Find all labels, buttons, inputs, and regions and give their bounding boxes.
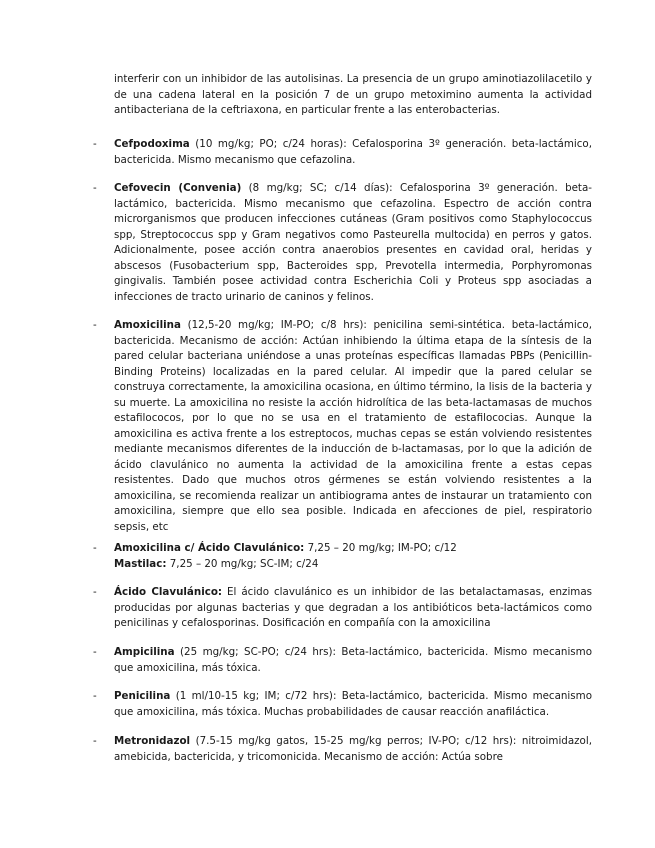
drug-item-ampicilina (93, 645, 592, 676)
drug-item-cefovecin (93, 181, 592, 305)
drug-paragraph-mastilac (114, 557, 592, 573)
drug-paragraph (114, 181, 592, 305)
drug-description: (12,5-20 mg/kg; IM-PO; c/8 hrs): penicilina semi-sintética. beta-lactámico, bactericida. Mecanismo de acción: Actúan inhibiendo la última etapa de la síntesis de la pared celular bacteriana uniéndose a unas proteínas específicas llamadas PBPs (Penicillin-Binding Proteins) localizadas en la pared celular. Al impedir que la pared celular se construya correctamente, la amoxicilina ocasiona, en último término, la lisis de la bacteria y su muerte. La amoxicilina no resiste la acción hidrolítica de las beta-lactamasas de muchos estafilococos, por lo que no se usa en el tratamiento de estafilococias. Aunque la amoxicilina es activa frente a los estreptocos, muchas cepas se están volviendo resistentes mediante mecanismos diferentes de la inducción de b-lactamasas, por lo que la adición de ácido clavulánico no aumenta la actividad de la amoxicilina frente a estas cepas resistentes. Dado que muchos otros gérmenes se están volviendo resistentes a la amoxicilina, se recomienda realizar un antibiograma antes de instaurar un tratamiento con amoxicilina, siempre que ello sea posible. Indicada en afecciones de piel, respiratorio sepsis, etc (114, 319, 592, 533)
drug-item-penicilina (93, 689, 592, 720)
drug-name: Mastilac: (114, 557, 167, 570)
bullet: - (93, 138, 97, 150)
bullet: - (93, 182, 97, 194)
drug-paragraph (114, 689, 592, 720)
drug-description: (10 mg/kg; PO; c/24 horas): Cefalosporina 3º generación. beta-lactámico, bactericida. Mismo mecanismo que cefazolina. (114, 138, 592, 166)
drug-name: Amoxicilina c/ Ácido Clavulánico: (114, 542, 305, 554)
drug-item-amoxicilina-clavulanico (93, 541, 592, 572)
drug-description: El ácido clavulánico es un inhibidor de las betalactamasas, enzimas producidas por algunas bacterias y que degradan a los antibióticos beta-lactámicos como penicilinas y cefalosporinas. Dosificación en compañía con la amoxicilina (114, 586, 593, 629)
drug-description: (7.5-15 mg/kg gatos, 15-25 mg/kg perros; IV-PO; c/12 hrs): nitroimidazol, amebicida, bactericida, y tricomonicida. Mecanismo de acción: Actúa sobre (114, 735, 592, 763)
drug-name: Ampicilina (114, 646, 175, 658)
drug-description: 7,25 – 20 mg/kg; SC-IM; c/24 (166, 557, 319, 570)
bullet: - (93, 542, 97, 554)
bullet: - (93, 646, 97, 658)
drug-paragraph (114, 137, 592, 168)
drug-description: 7,25 – 20 mg/kg; IM-PO; c/12 (304, 542, 457, 554)
drug-paragraph (114, 734, 592, 765)
drug-item-cefpodoxima (93, 137, 592, 168)
drug-item-metronidazol (93, 734, 592, 765)
intro-paragraph: interferir con un inhibidor de las autolisinas. La presencia de un grupo aminotiazolilacetilo y de una cadena lateral en la posición 7 de un grupo metoximino aumenta la actividad antibacteriana de la ceftriaxona, en particular frente a las enterobacterias. (114, 73, 592, 116)
drug-name: Ácido Clavulánico: (114, 586, 223, 598)
drug-name: Cefpodoxima (114, 138, 190, 150)
bullet: - (93, 735, 97, 747)
bullet: - (93, 319, 97, 331)
drug-item-acido-clavulanico (93, 585, 593, 632)
drug-paragraph (114, 645, 592, 676)
bullet: - (93, 586, 97, 598)
drug-description: (8 mg/kg; SC; c/14 días): Cefalosporina 3º generación. beta-lactámico, bactericida. Mismo mecanismo que cefazolina. Espectro de acción contra microrganismos que producen infecciones cutáneas (Gram positivos como Staphylococcus spp, Streptococcus spp y Gram negativos como Pasteurella multocida) en perros y gatos. Adicionalmente, posee acción contra anaerobios presentes en cavidad oral, heridas y abscesos (Fusobacterium spp, Bacteroides spp, Prevotella intermedia, Porphyromonas gingivalis. También posee actividad contra Escherichia Coli y Proteus spp asociadas a infecciones de tracto urinario de caninos y felinos. (114, 182, 592, 303)
bullet: - (93, 690, 97, 702)
drug-item-amoxicilina (93, 318, 592, 535)
drug-name: Penicilina (114, 690, 171, 702)
drug-description: (25 mg/kg; SC-PO; c/24 hrs): Beta-lactámico, bactericida. Mismo mecanismo que amoxicilina, más tóxica. (114, 646, 592, 674)
drug-name: Cefovecin (Convenia) (114, 182, 242, 194)
drug-description: (1 ml/10-15 kg; IM; c/72 hrs): Beta-lactámico, bactericida. Mismo mecanismo que amoxicilina, más tóxica. Muchas probabilidades de causar reacción anafiláctica. (114, 690, 592, 718)
drug-name: Metronidazol (114, 735, 191, 747)
drug-name: Amoxicilina (114, 319, 181, 331)
drug-paragraph (114, 585, 592, 632)
drug-paragraph (114, 318, 592, 535)
drug-paragraph (114, 541, 592, 557)
